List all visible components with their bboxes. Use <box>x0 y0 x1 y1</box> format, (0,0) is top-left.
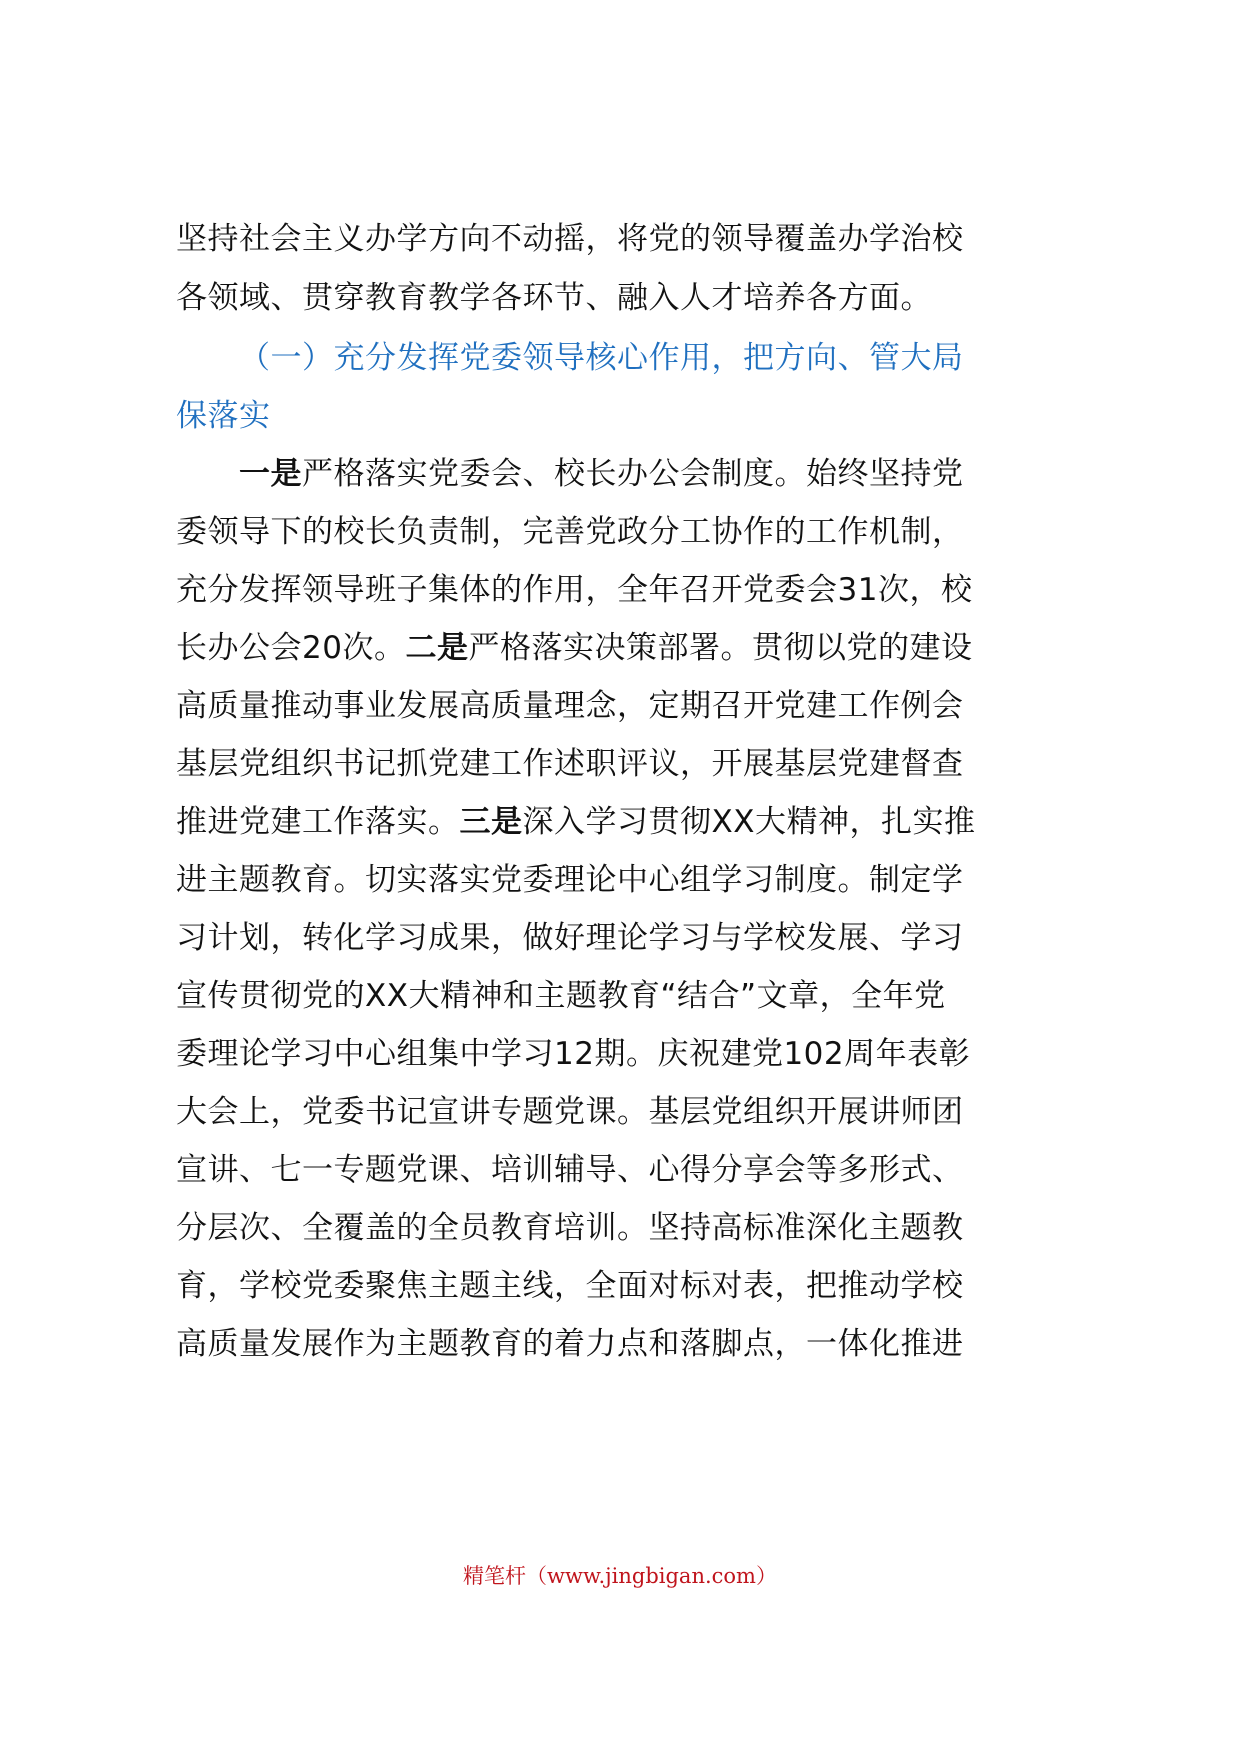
line-text: 长办公会20次。 <box>176 630 406 666</box>
paragraph-line: 坚持社会主义办学方向不动摇，将党的领导覆盖办学治校 <box>176 221 964 257</box>
paragraph-line <box>176 628 972 668</box>
emphasis-third: 三是 <box>459 804 523 840</box>
paragraph-line: 分层次、全覆盖的全员教育培训。坚持高标准深化主题教 <box>176 1210 964 1246</box>
line-text: 推进党建工作落实。 <box>176 804 460 840</box>
section-heading-continued: 保落实 <box>176 398 271 434</box>
emphasis-first: 一是 <box>239 456 302 492</box>
paragraph-line: 高质量发展作为主题教育的着力点和落脚点，一体化推进 <box>176 1326 964 1362</box>
section-heading: （一）充分发挥党委领导核心作用，把方向、管大局 <box>239 340 964 376</box>
paragraph-line: 习计划，转化学习成果，做好理论学习与学校发展、学习 <box>176 920 964 956</box>
paragraph-line: 宣讲、七一专题党课、培训辅导、心得分享会等多形式、 <box>176 1152 964 1188</box>
footer-watermark: 精笔杆（www.jingbigan.com） <box>463 1564 777 1588</box>
paragraph-line: 进主题教育。切实落实党委理论中心组学习制度。制定学 <box>176 862 964 898</box>
paragraph-line: 高质量推动事业发展高质量理念，定期召开党建工作例会 <box>176 688 964 724</box>
line-text: 严格落实党委会、校长办公会制度。始终坚持党 <box>302 456 964 492</box>
line-text: 严格落实决策部署。贯彻以党的建设 <box>468 630 973 666</box>
paragraph-line: 大会上，党委书记宣讲专题党课。基层党组织开展讲师团 <box>176 1094 964 1130</box>
paragraph-line: 委领导下的校长负责制，完善党政分工协作的工作机制， <box>176 514 964 550</box>
emphasis-second: 二是 <box>405 630 469 666</box>
paragraph-line: 宣传贯彻党的XX大精神和主题教育“结合”文章，全年党 <box>176 978 946 1014</box>
paragraph-line: 委理论学习中心组集中学习12期。庆祝建党102周年表彰 <box>176 1036 971 1072</box>
paragraph-line <box>239 454 964 494</box>
paragraph-line: 各领域、贯穿教育教学各环节、融入人才培养各方面。 <box>176 280 932 316</box>
paragraph-line <box>176 802 975 842</box>
line-text: 深入学习贯彻XX大精神，扎实推 <box>522 804 976 840</box>
paragraph-line: 育，学校党委聚焦主题主线，全面对标对表，把推动学校 <box>176 1268 964 1304</box>
paragraph-line: 充分发挥领导班子集体的作用，全年召开党委会31次，校 <box>176 572 973 608</box>
paragraph-line: 基层党组织书记抓党建工作述职评议，开展基层党建督查 <box>176 746 964 782</box>
